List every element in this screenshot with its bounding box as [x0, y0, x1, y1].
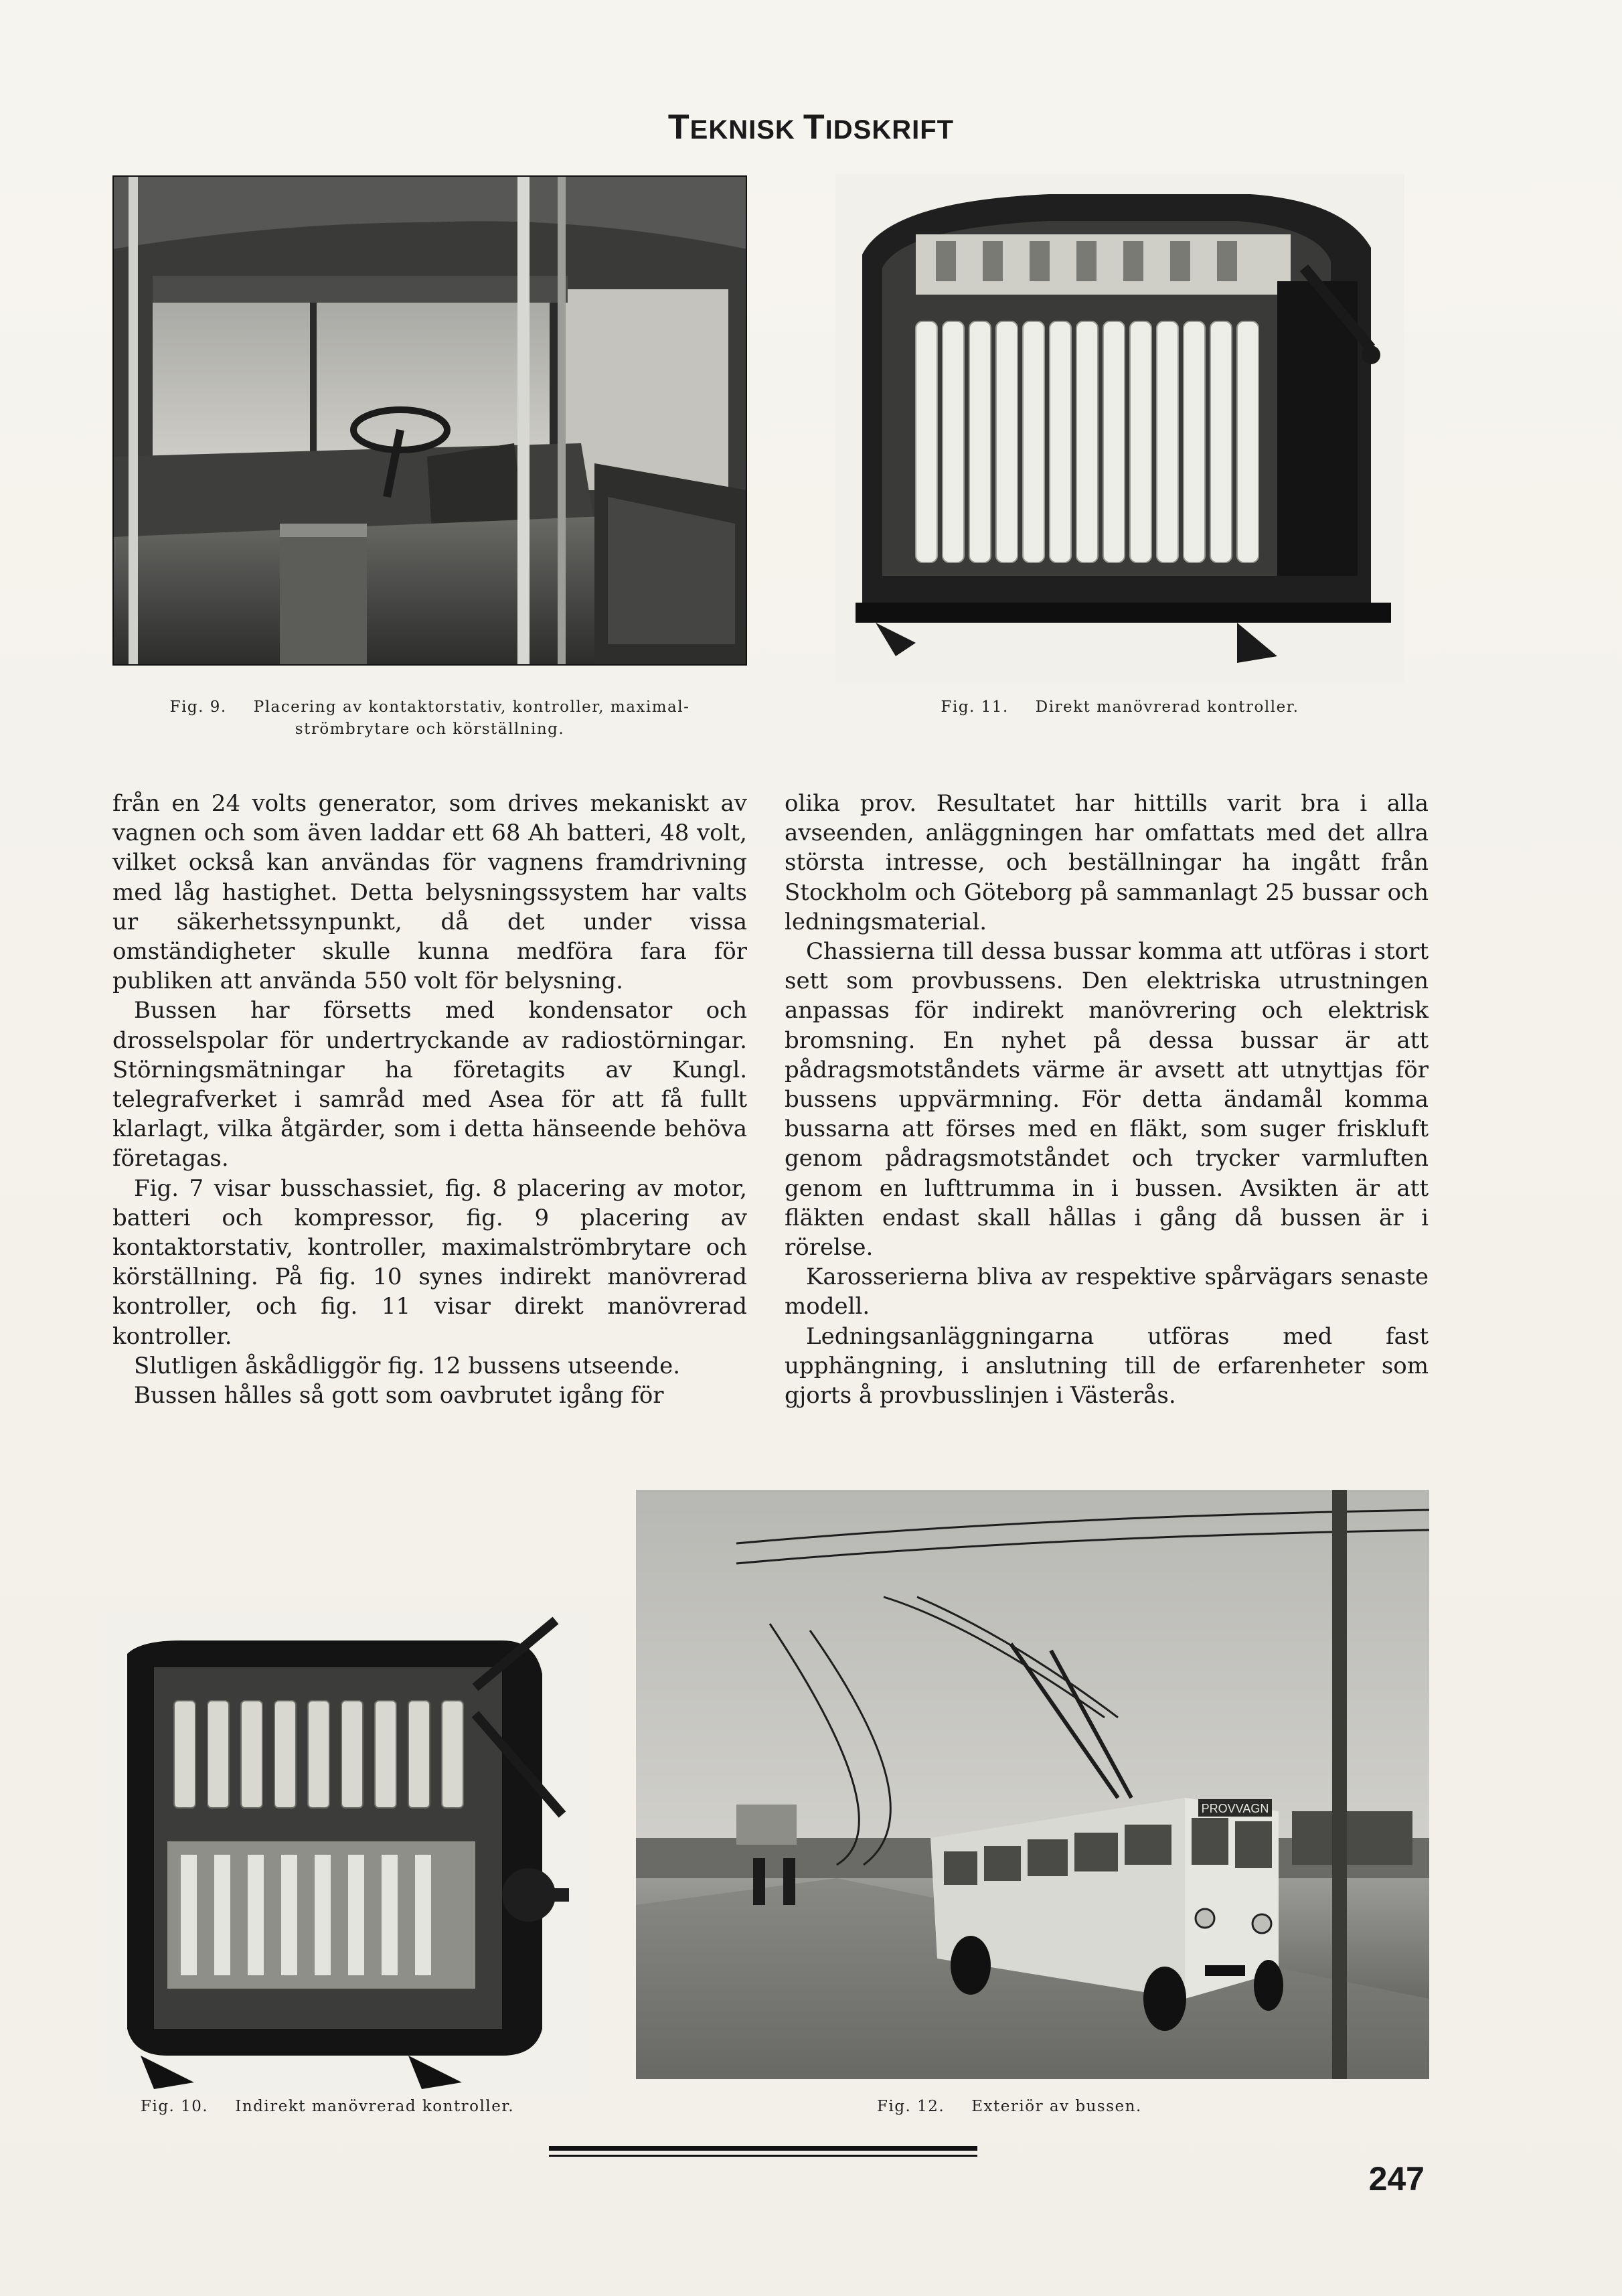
fig12-caption	[877, 2096, 1346, 2118]
fig9-caption-text1: Placering av kontaktorstativ, kontroller, maximal-	[253, 698, 690, 716]
fig10-photo	[100, 1614, 589, 2096]
right-paragraph-1: olika prov. Resultatet har hittills varit bra i alla avseenden, anläggningen har omfattats med det allra största intresse, och beställningar ha ingått från Stockholm och Göteborg på sammanlagt 25 bussar och ledningsmaterial.	[785, 790, 1429, 935]
right-column	[785, 789, 1429, 1410]
fig9-caption	[112, 696, 747, 741]
fig12-label: Fig. 12.	[877, 2098, 945, 2115]
fig9-label: Fig. 9.	[169, 698, 227, 716]
right-paragraph-2: Chassierna till dessa bussar komma att utföras i stort sett som provbussens. Den elektriska utrustningen anpassas för indirekt manövrering och elektrisk bromsning. En nyhet på dessa bussar är att pådragsmotståndets värme är avsett att utnyttjas för bussens uppvärmning. För detta ändamål komma bussarna att förses med en fläkt, som suger friskluft genom pådragsmotståndet och trycker varmluften genom en lufttrumma in i bussen. Avsikten är att fläkten endast skall hållas i gång då bussen är i rörelse.	[785, 938, 1429, 1261]
fig12-illustration	[636, 1490, 1429, 2079]
footer-rule-thick	[549, 2146, 977, 2151]
fig11-caption	[835, 696, 1404, 718]
fig11-label: Fig. 11.	[941, 698, 1009, 716]
fig9-caption-text2: strömbrytare och körställning.	[295, 720, 565, 738]
fig11-illustration	[835, 174, 1404, 683]
left-paragraph-4: Slutligen åskådliggör fig. 12 bussens utseende.	[134, 1352, 681, 1379]
fig10-label: Fig. 10.	[141, 2098, 209, 2115]
bus-destination-sign: PROVVAGN	[1201, 1802, 1269, 1815]
fig11-caption-text: Direkt manövrerad kontroller.	[1035, 698, 1299, 716]
page-number: 247	[1368, 2160, 1425, 2198]
fig9-caption-line1	[112, 696, 747, 718]
fig9-photo	[112, 175, 747, 666]
fig10-illustration	[100, 1614, 589, 2096]
fig12-photo	[636, 1490, 1429, 2079]
fig9-illustration	[112, 175, 747, 666]
footer-rule-thin	[549, 2155, 977, 2157]
header-initial-2: T	[803, 108, 825, 147]
left-paragraph-2: Bussen har försetts med kondensator och drosselspolar för undertryckande av radiostörningar. Störningsmätningar ha företagits av Kungl. telegrafverket i samråd med Asea för att få fullt klarlagt, vilka åtgärder, som i detta hänseende behöva företagas.	[112, 997, 747, 1172]
left-paragraph-3: Fig. 7 visar busschassiet, fig. 8 placering av motor, batteri och kompressor, fig. 9 placering av kontaktorstativ, kontroller, maximalströmbrytare och körställning. På fig. 10 synes indirekt manövrerad kontroller, och fig. 11 visar direkt manövrerad kontroller.	[112, 1174, 747, 1350]
header-initial-1: T	[667, 108, 690, 147]
right-paragraph-4: Ledningsanläggningarna utföras med fast upphängning, i anslutning till de erfarenheter som gjorts å provbusslinjen i Västerås.	[785, 1322, 1429, 1409]
left-paragraph-5: Bussen hålles så gott som oavbrutet igång för	[134, 1382, 664, 1409]
fig11-photo	[835, 174, 1404, 683]
header-word-1: EKNISK	[690, 115, 803, 145]
running-header	[0, 107, 1622, 147]
fig10-caption	[141, 2096, 609, 2118]
left-column	[112, 789, 747, 1410]
left-paragraph-1: från en 24 volts generator, som drives mekaniskt av vagnen och som även laddar ett 68 Ah batteri, 48 volt, vilket också kan användas för vagnens framdrivning med låg hastighet. Detta belysningssystem har valts ur säkerhetssynpunkt, då det under vissa omständigheter skulle kunna medföra fara för publiken att använda 550 volt för belysning.	[112, 790, 747, 995]
fig10-caption-text: Indirekt manövrerad kontroller.	[235, 2098, 515, 2115]
header-word-2: IDSKRIFT	[825, 115, 955, 145]
fig12-caption-text: Exteriör av bussen.	[971, 2098, 1142, 2115]
right-paragraph-3: Karosserierna bliva av respektive spårvägars senaste modell.	[785, 1264, 1429, 1320]
